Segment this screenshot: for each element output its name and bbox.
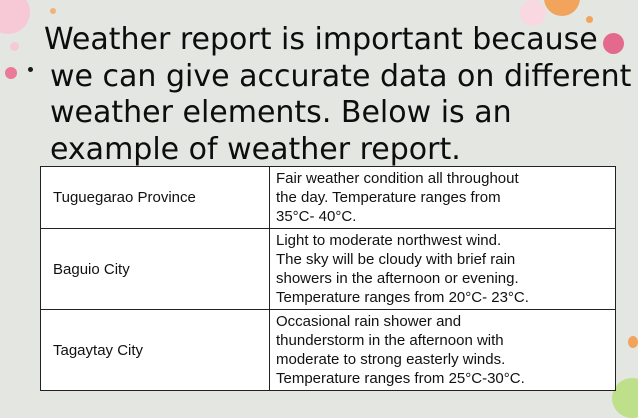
forecast-line: moderate to strong easterly winds. [276, 351, 506, 368]
forecast-cell [270, 167, 616, 229]
forecast-line: Temperature ranges from 20°C- 23°C. [276, 289, 529, 306]
decorative-dot [0, 0, 30, 34]
location-cell: Baguio City [41, 229, 270, 310]
paragraph-line: Weather report is important because [44, 22, 598, 57]
table-row [41, 229, 616, 310]
forecast-line: the day. Temperature ranges from [276, 189, 501, 206]
table-row [41, 167, 616, 229]
weather-report-table [40, 166, 616, 391]
forecast-line: Occasional rain shower and [276, 313, 462, 330]
forecast-cell [270, 310, 616, 391]
bullet-icon [28, 67, 33, 72]
decorative-dot [5, 67, 17, 79]
forecast-cell [270, 229, 616, 310]
location-cell: Tagaytay City [41, 310, 270, 391]
slide-paragraph [44, 22, 632, 168]
decorative-dot [628, 336, 638, 348]
forecast-line: 35°C- 40°C. [276, 208, 357, 225]
paragraph-line: example of weather report. [50, 131, 461, 167]
location-cell: Tuguegarao Province [41, 167, 270, 229]
decorative-dot [10, 42, 19, 51]
decorative-dot [603, 33, 624, 54]
forecast-line: Temperature ranges from 25°C-30°C. [276, 370, 525, 387]
forecast-line: The sky will be cloudy with brief rain [276, 251, 516, 268]
forecast-line: thunderstorm in the afternoon with [276, 332, 504, 349]
paragraph-line: we can give accurate data on different [50, 58, 632, 94]
table-row [41, 310, 616, 391]
forecast-line: Light to moderate northwest wind. [276, 232, 502, 249]
forecast-line: showers in the afternoon or evening. [276, 270, 519, 287]
forecast-line: Fair weather condition all throughout [276, 170, 519, 187]
decorative-dot [50, 8, 56, 14]
decorative-dot [544, 0, 580, 16]
paragraph-line: weather elements. Below is an [50, 95, 512, 130]
